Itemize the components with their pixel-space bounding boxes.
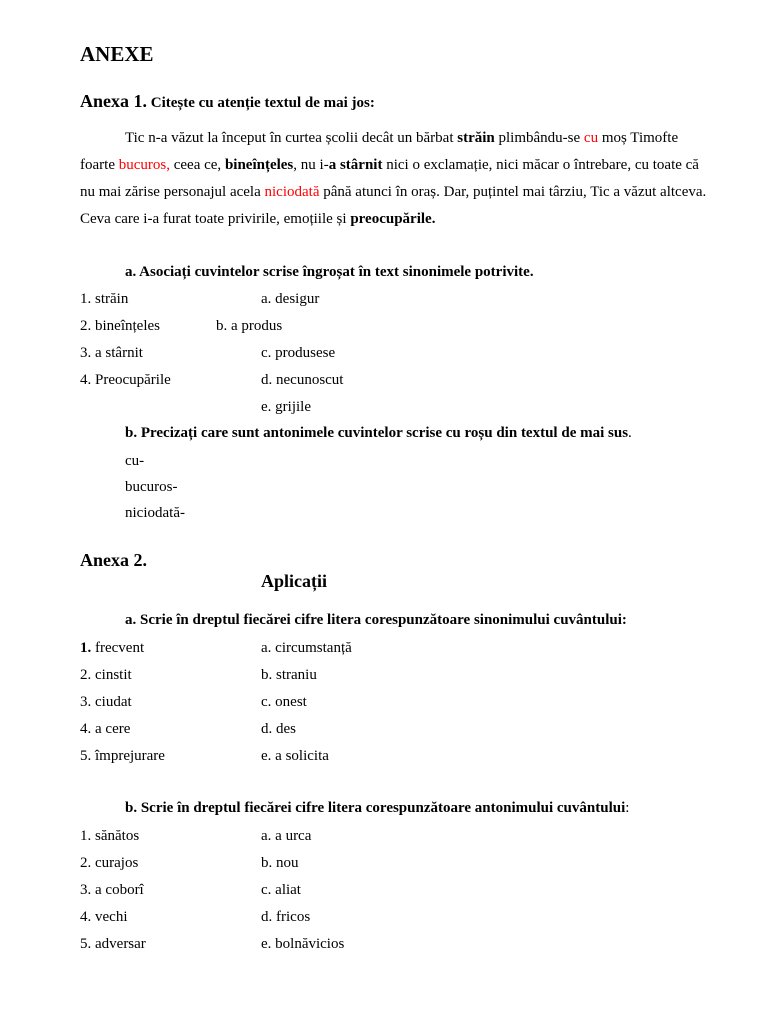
list-item: 2. curajos [80,855,139,871]
list-item: e. a solicita [261,748,329,764]
list-item: a. desigur [261,291,320,307]
list-item: cu- [125,453,145,469]
list-item: e. grijile [261,399,311,415]
list-item: b. straniu [261,667,317,683]
bold-word-strain: străin [457,130,495,146]
list-item: e. bolnăvicios [261,936,345,952]
list-item: 5. împrejurare [80,748,165,764]
list-item: d. necunoscut [261,372,344,388]
anexa2-task-b-heading [125,800,629,817]
paragraph-text: ceea ce, [169,157,225,173]
list-item: a. a urca [261,828,312,844]
list-item: niciodată- [125,505,185,521]
list-item: d. fricos [261,909,311,925]
task-heading-text: b. Scrie în dreptul fiecărei cifre litera corespunzătoare antonimului cuvântului [125,800,626,816]
bold-word-preocuparile: preocupările. [350,211,436,227]
list-item: 4. a cere [80,721,131,737]
task-heading-text: a. Scrie în dreptul fiecărei cifre litera corespunzătoare sinonimului cuvântului: [125,612,627,628]
list-item: c. aliat [261,882,301,898]
red-word-cu: cu [583,130,599,146]
anexa2-heading: Anexa 2. [80,550,147,570]
list-word: frecvent [91,640,145,656]
red-word-niciodata: niciodată [264,184,320,200]
anexa2-subtitle: Aplicații [261,571,327,591]
page-title: ANEXE [80,42,154,66]
paragraph-text: nici o exclamație, nici măcar o întrebare, cu toate că nu mai zărise personajul acela [80,157,699,200]
list-item: a. circumstanță [261,640,352,656]
red-word-bucuros: bucuros, [118,157,170,173]
paragraph-text: Tic n-a văzut la început în curtea școlii decât un bărbat [125,130,458,146]
paragraph-text: moș Timofte foarte [80,130,679,173]
list-item: 5. adversar [80,936,146,952]
task-heading-end: : [625,800,630,816]
anexa1-heading [80,91,375,112]
anexa1-task-a-heading [125,264,534,281]
task-heading-text: a. Asociați cuvintelor scrise îngroșat în text sinonimele potrivite. [125,264,534,280]
list-item: 3. ciudat [80,694,132,710]
paragraph-text: , nu i- [293,157,329,173]
list-item: 2. cinstit [80,667,132,683]
list-item: bucuros- [125,479,178,495]
list-item: b. nou [261,855,299,871]
list-item [80,640,144,657]
list-item: d. des [261,721,296,737]
bold-word-a-starnit: a stârnit [328,157,383,173]
list-item: 1. străin [80,291,129,307]
list-item: 3. a stârnit [80,345,143,361]
list-item: 2. bineînțeles [80,318,160,334]
list-item: c. onest [261,694,307,710]
anexa2-task-a-heading [125,612,627,629]
list-item: 4. Preocupările [80,372,171,388]
anexa1-task-b-heading [125,425,632,442]
anexa1-paragraph [80,125,710,233]
bold-word-bineintelese: bineînțeles [224,157,294,173]
list-item: c. produsese [261,345,336,361]
anexa1-instruction: Citește cu atenție textul de mai jos: [150,95,375,111]
list-item: 3. a coborî [80,882,144,898]
list-number: 1. [80,640,92,656]
task-heading-text: b. Precizați care sunt antonimele cuvintelor scrise cu roșu din textul de mai sus [125,425,629,441]
list-item: 4. vechi [80,909,128,925]
list-item: b. a produs [216,318,283,334]
anexa1-label: Anexa 1. [80,91,147,111]
paragraph-text: plimbându-se [494,130,584,146]
task-heading-end: . [628,425,632,441]
paragraph-text: până atunci în oraș. Dar, puțintel mai târziu, Tic a văzut altceva. Ceva care i-a furat toate privirile, emoțiile și [80,184,707,227]
list-item: 1. sănătos [80,828,140,844]
